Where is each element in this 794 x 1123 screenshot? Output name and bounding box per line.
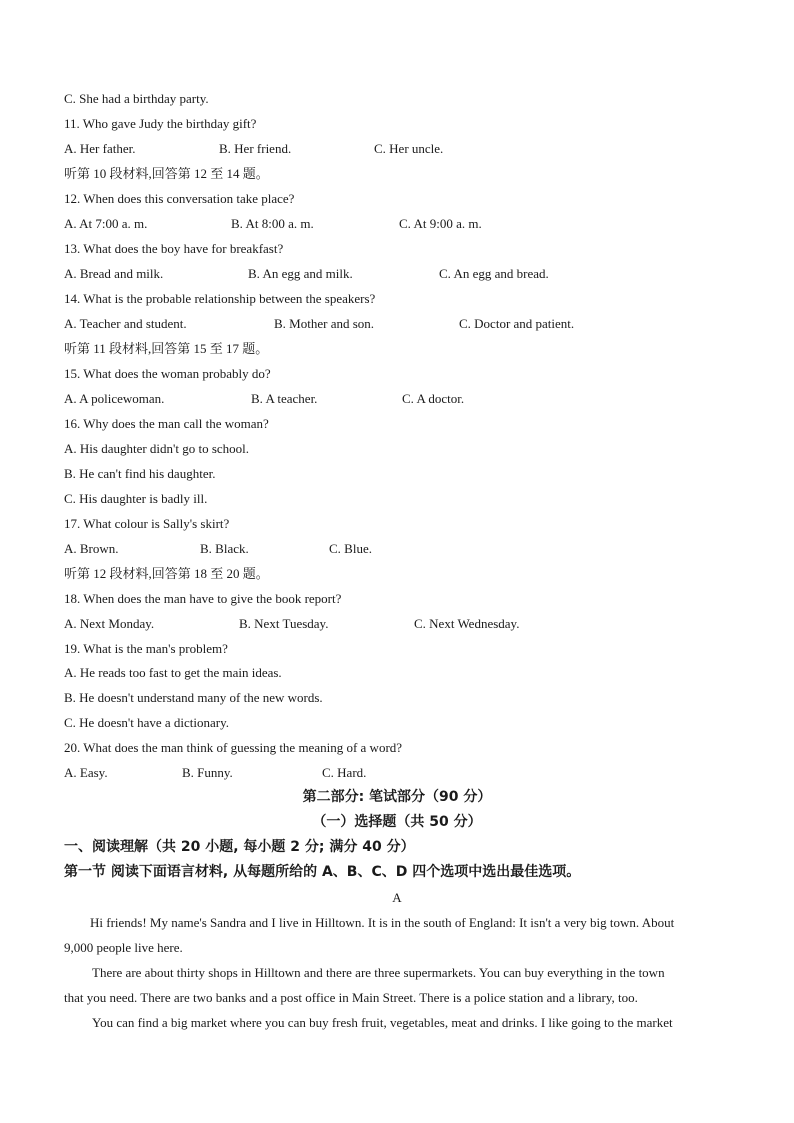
q20-option-c: C. Hard.: [322, 765, 367, 780]
q11-option-c: C. Her uncle.: [374, 141, 444, 156]
q12-question: 12. When does this conversation take place?: [64, 191, 295, 206]
q19-option-a: A. He reads too fast to get the main ideas.: [64, 665, 282, 680]
section-11-instruction: 听第 11 段材料,回答第 15 至 17 题。: [64, 341, 269, 356]
q11-option-a: A. Her father.: [64, 141, 136, 156]
passage-paragraph-3-line-1: You can find a big market where you can buy fresh fruit, vegetables, meat and drinks. I like going to the market: [92, 1015, 673, 1030]
q14-option-b: B. Mother and son.: [274, 316, 375, 331]
passage-paragraph-2-line-2: that you need. There are two banks and a post office in Main Street. There is a police station and a library, too.: [64, 990, 638, 1005]
q19-option-c: C. He doesn't have a dictionary.: [64, 715, 230, 730]
q12-option-c: C. At 9:00 a. m.: [399, 216, 482, 231]
q16-option-c: C. His daughter is badly ill.: [64, 491, 208, 506]
part-two-title: 第二部分: 笔试部分（90 分）: [302, 789, 492, 805]
q15-option-a: A. A policewoman.: [64, 391, 165, 406]
passage-paragraph-2-line-1: There are about thirty shops in Hilltown and there are three supermarkets. You can buy everything in the town: [92, 965, 665, 980]
q15-option-b: B. A teacher.: [251, 391, 318, 406]
passage-paragraph-1-line-2: 9,000 people live here.: [64, 940, 183, 955]
passage-paragraph-1-line-1: Hi friends! My name's Sandra and I live in Hilltown. It is in the south of England: It isn't a very big town. About: [90, 915, 675, 930]
q17-option-c: C. Blue.: [329, 541, 372, 556]
q13-option-c: C. An egg and bread.: [439, 266, 549, 281]
q14-option-c: C. Doctor and patient.: [459, 316, 575, 331]
q11-question: 11. Who gave Judy the birthday gift?: [64, 116, 257, 131]
q14-question: 14. What is the probable relationship between the speakers?: [64, 291, 376, 306]
q20-option-b: B. Funny.: [182, 765, 233, 780]
q16-option-a: A. His daughter didn't go to school.: [64, 441, 250, 456]
q17-question: 17. What colour is Sally's skirt?: [64, 516, 230, 531]
q18-option-c: C. Next Wednesday.: [414, 616, 520, 631]
q15-question: 15. What does the woman probably do?: [64, 366, 271, 381]
q20-question: 20. What does the man think of guessing the meaning of a word?: [64, 740, 403, 755]
q19-question: 19. What is the man's problem?: [64, 641, 228, 656]
section-10-instruction: 听第 10 段材料,回答第 12 至 14 题。: [64, 166, 269, 181]
multiple-choice-title: （一）选择题（共 50 分）: [312, 814, 482, 830]
passage-label: A: [392, 890, 402, 905]
q18-question: 18. When does the man have to give the book report?: [64, 591, 342, 606]
q11-option-b: B. Her friend.: [219, 141, 292, 156]
reading-comprehension-title: 一、阅读理解（共 20 小题, 每小题 2 分; 满分 40 分）: [64, 839, 415, 855]
q12-option-a: A. At 7:00 a. m.: [64, 216, 148, 231]
q13-option-b: B. An egg and milk.: [248, 266, 353, 281]
q15-option-c: C. A doctor.: [402, 391, 465, 406]
q16-option-b: B. He can't find his daughter.: [64, 466, 216, 481]
q20-option-a: A. Easy.: [64, 765, 108, 780]
q13-question: 13. What does the boy have for breakfast?: [64, 241, 284, 256]
q17-option-b: B. Black.: [200, 541, 249, 556]
q18-option-b: B. Next Tuesday.: [239, 616, 329, 631]
q19-option-b: B. He doesn't understand many of the new words.: [64, 690, 323, 705]
q14-option-a: A. Teacher and student.: [64, 316, 187, 331]
section-12-instruction: 听第 12 段材料,回答第 18 至 20 题。: [64, 566, 269, 581]
section-one-instruction: 第一节 阅读下面语言材料, 从每题所给的 A、B、C、D 四个选项中选出最佳选项。: [64, 864, 581, 880]
q13-option-a: A. Bread and milk.: [64, 266, 164, 281]
q16-question: 16. Why does the man call the woman?: [64, 416, 269, 431]
q17-option-a: A. Brown.: [64, 541, 119, 556]
q12-option-b: B. At 8:00 a. m.: [231, 216, 314, 231]
q10-option-c: C. She had a birthday party.: [64, 91, 209, 106]
q18-option-a: A. Next Monday.: [64, 616, 155, 631]
